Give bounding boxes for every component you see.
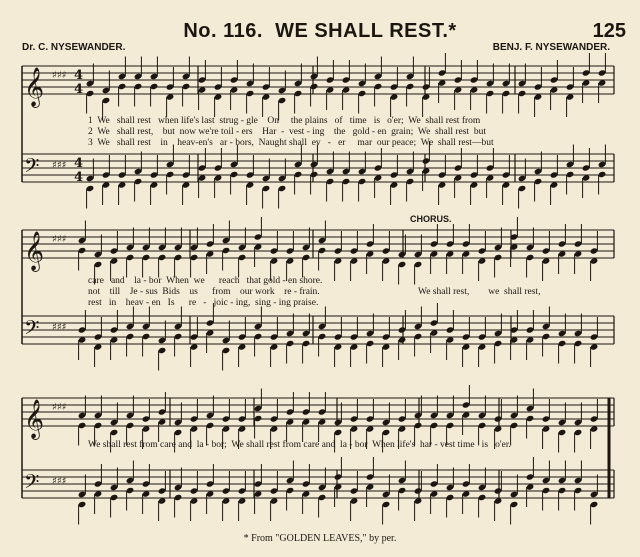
key-signature-icon: ♯♯♯ (52, 234, 67, 245)
verse-1-line-2: care and la - bor When we reach that gold - en shore. (88, 276, 323, 286)
verse-1-line-1: 1 We shall rest when life's last strug - gle On the plains of time is o'er; We shall rest from (88, 116, 481, 126)
time-signature: 4 (74, 170, 84, 185)
treble-clef-icon: 𝄞 (24, 231, 45, 271)
footnote: * From "GOLDEN LEAVES," by per. (243, 533, 397, 544)
lyricist-credit: BENJ. F. NYSEWANDER. (492, 42, 610, 53)
verse-2-line-2: not till Je - sus Bids us from our work re - frain. (88, 287, 320, 297)
time-signature: 4 (74, 82, 84, 97)
treble-clef-icon: 𝄞 (24, 67, 45, 107)
chorus-line-2: We shall rest from care and la - bor; We shall rest from care and la - bor When life's har - vest time is o'er. (88, 440, 511, 450)
title-footnote-mark: * (448, 20, 457, 42)
page-number: 125 (592, 20, 626, 42)
verse-3-line-1: 3 We shall rest in heav-en's ar - bors, Naught shall ev - er mar our peace; We shall rest—but (88, 138, 494, 148)
chorus-label: CHORUS. (410, 214, 452, 224)
bass-clef-icon: 𝄢 (24, 470, 40, 498)
key-signature-icon: ♯♯♯ (52, 70, 67, 81)
key-signature-icon: ♯♯♯ (52, 160, 67, 171)
verse-2-line-1: 2 We shall rest, but now we're toil - ers Har - vest - ing the gold - en grain; We shall rest but (88, 127, 486, 137)
key-signature-icon: ♯♯♯ (52, 322, 67, 333)
key-signature-icon: ♯♯♯ (52, 476, 67, 487)
hymn-name: WE SHALL REST. (275, 20, 449, 42)
chorus-line-1: We shall rest, we shall rest, (418, 287, 541, 297)
time-signature: 4 (74, 68, 84, 83)
hymn-number: No. 116. (183, 20, 263, 42)
treble-clef-icon: 𝄞 (24, 399, 45, 439)
time-signature: 4 (74, 156, 84, 171)
bass-clef-icon: 𝄢 (24, 316, 40, 344)
composer-credit: Dr. C. NYSEWANDER. (22, 42, 126, 53)
verse-3-line-2: rest in heav - en Is re - joic - ing, sing - ing praise. (88, 298, 319, 308)
key-signature-icon: ♯♯♯ (52, 402, 67, 413)
bass-clef-icon: 𝄢 (24, 154, 40, 182)
